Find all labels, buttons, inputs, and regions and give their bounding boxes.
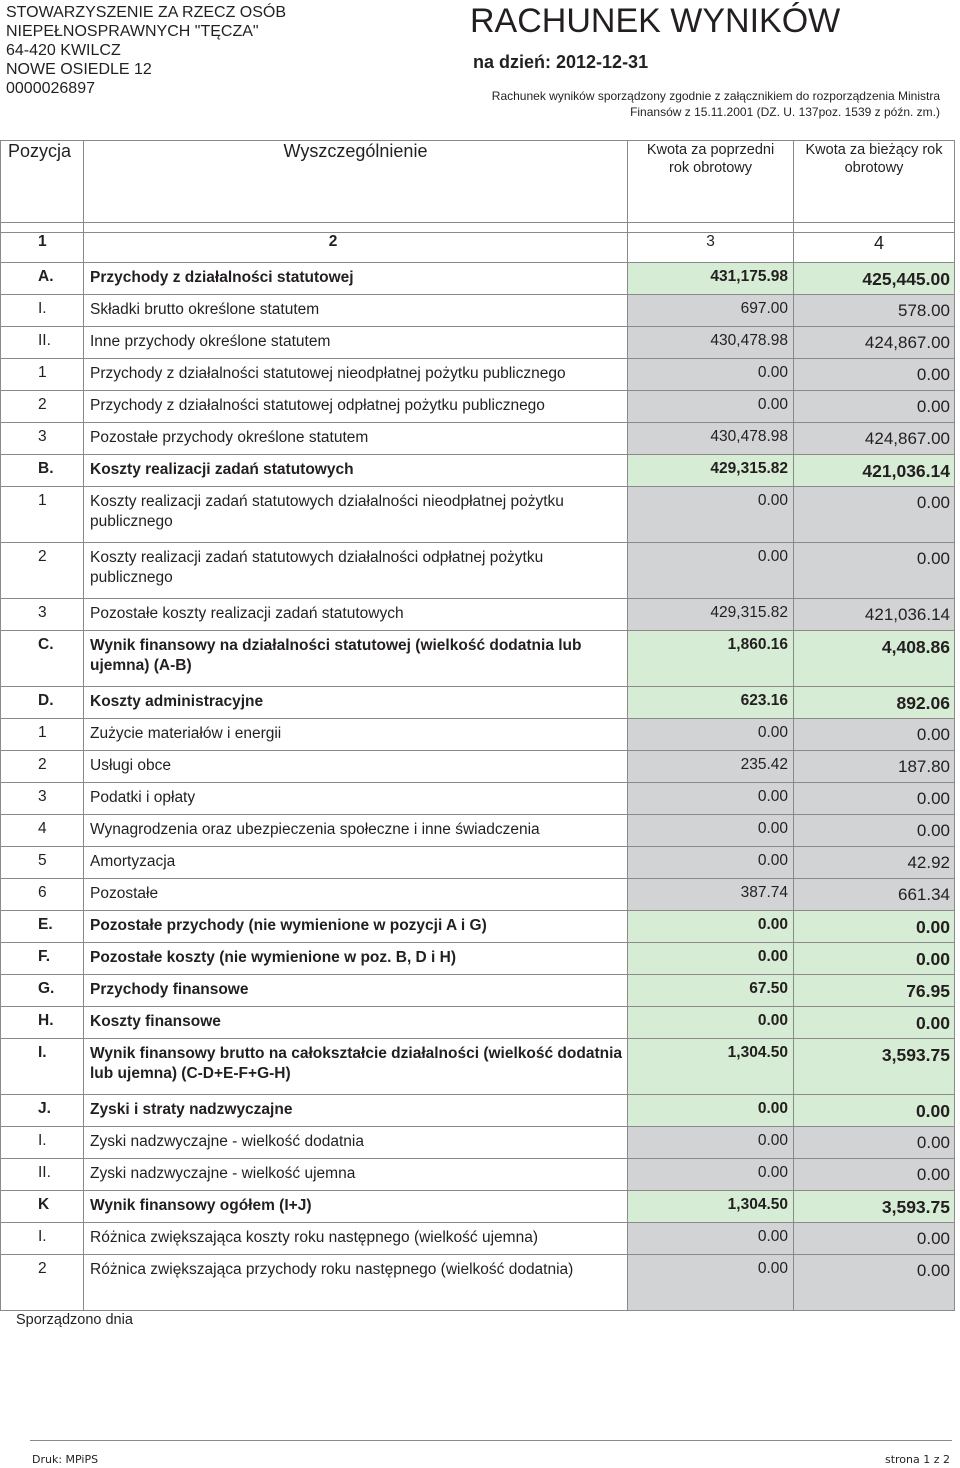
row-previous-amount: 0.00 [628, 391, 794, 423]
row-description: Inne przychody określone statutem [84, 327, 628, 359]
row-previous-amount: 0.00 [628, 815, 794, 847]
row-current-amount: 76.95 [794, 975, 955, 1007]
header-description: Wyszczególnienie [84, 141, 628, 223]
header-previous-line-2: rok obrotowy [668, 160, 752, 176]
row-current-amount: 421,036.14 [794, 455, 955, 487]
row-position: I. [1, 1039, 84, 1095]
table-row [1, 815, 955, 847]
header-current-year [794, 141, 955, 223]
row-previous-amount: 430,478.98 [628, 327, 794, 359]
row-position: 2 [1, 1255, 84, 1311]
row-previous-amount: 0.00 [628, 543, 794, 599]
row-description: Koszty realizacji zadań statutowych działalności odpłatnej pożytku publicznego [84, 543, 628, 599]
row-current-amount: 0.00 [794, 1007, 955, 1039]
table-row [1, 1007, 955, 1039]
row-previous-amount: 0.00 [628, 943, 794, 975]
row-previous-amount: 0.00 [628, 1007, 794, 1039]
row-position: 1 [1, 719, 84, 751]
row-description: Zyski nadzwyczajne - wielkość ujemna [84, 1159, 628, 1191]
header-previous-year [628, 141, 794, 223]
table-row [1, 455, 955, 487]
row-description: Pozostałe przychody (nie wymienione w pozycji A i G) [84, 911, 628, 943]
row-current-amount: 0.00 [794, 911, 955, 943]
org-postal-city: 64-420 KWILCZ [6, 42, 121, 59]
header-previous-line-1: Kwota za poprzedni [646, 142, 775, 158]
row-current-amount: 0.00 [794, 359, 955, 391]
column-number-2: 2 [84, 233, 628, 263]
row-previous-amount: 623.16 [628, 687, 794, 719]
table-row [1, 847, 955, 879]
row-description: Różnica zwiększająca przychody roku następnego (wielkość dodatnia) [84, 1255, 628, 1311]
row-description: Zyski i straty nadzwyczajne [84, 1095, 628, 1127]
row-description: Przychody z działalności statutowej odpłatnej pożytku publicznego [84, 391, 628, 423]
table-row [1, 391, 955, 423]
table-row [1, 1255, 955, 1311]
row-current-amount: 0.00 [794, 487, 955, 543]
column-number-1: 1 [1, 233, 84, 263]
row-position: 3 [1, 783, 84, 815]
row-description: Zyski nadzwyczajne - wielkość dodatnia [84, 1127, 628, 1159]
org-name-line-1: STOWARZYSZENIE ZA RZECZ OSÓB [6, 4, 287, 21]
row-previous-amount: 235.42 [628, 751, 794, 783]
row-description: Koszty realizacji zadań statutowych działalności nieodpłatnej pożytku publicznego [84, 487, 628, 543]
row-position: 1 [1, 359, 84, 391]
footer-divider [30, 1440, 952, 1441]
row-current-amount: 3,593.75 [794, 1039, 955, 1095]
table-row [1, 751, 955, 783]
row-previous-amount: 0.00 [628, 783, 794, 815]
header-spacer [1, 223, 955, 233]
row-previous-amount: 431,175.98 [628, 263, 794, 295]
row-previous-amount: 1,304.50 [628, 1191, 794, 1223]
row-description: Przychody z działalności statutowej nieodpłatnej pożytku publicznego [84, 359, 628, 391]
column-number-row [1, 233, 955, 263]
header-position: Pozycja [1, 141, 84, 223]
table-row [1, 1095, 955, 1127]
row-previous-amount: 429,315.82 [628, 599, 794, 631]
header-current-line-1: Kwota za bieżący rok [805, 142, 943, 158]
row-description: Pozostałe przychody określone statutem [84, 423, 628, 455]
row-current-amount: 0.00 [794, 1127, 955, 1159]
row-position: 5 [1, 847, 84, 879]
table-row [1, 911, 955, 943]
row-previous-amount: 0.00 [628, 1223, 794, 1255]
row-position: I. [1, 295, 84, 327]
row-previous-amount: 0.00 [628, 847, 794, 879]
table-row [1, 879, 955, 911]
document-title: RACHUNEK WYNIKÓW [470, 2, 841, 40]
row-position: A. [1, 263, 84, 295]
table-row [1, 599, 955, 631]
row-previous-amount: 1,860.16 [628, 631, 794, 687]
table-row [1, 631, 955, 687]
row-current-amount: 187.80 [794, 751, 955, 783]
row-previous-amount: 697.00 [628, 295, 794, 327]
row-description: Przychody finansowe [84, 975, 628, 1007]
row-current-amount: 425,445.00 [794, 263, 955, 295]
row-description: Przychody z działalności statutowej [84, 263, 628, 295]
row-current-amount: 421,036.14 [794, 599, 955, 631]
row-description: Koszty realizacji zadań statutowych [84, 455, 628, 487]
row-position: K [1, 1191, 84, 1223]
printed-by: Druk: MPiPS [32, 1453, 99, 1466]
row-description: Wynagrodzenia oraz ubezpieczenia społeczne i inne świadczenia [84, 815, 628, 847]
row-position: I. [1, 1223, 84, 1255]
table-row [1, 1191, 955, 1223]
row-position: J. [1, 1095, 84, 1127]
row-previous-amount: 430,478.98 [628, 423, 794, 455]
row-description: Składki brutto określone statutem [84, 295, 628, 327]
row-current-amount: 0.00 [794, 783, 955, 815]
row-description: Koszty administracyjne [84, 687, 628, 719]
report-date: na dzień: 2012-12-31 [473, 52, 649, 72]
table-header-row [1, 141, 955, 223]
table-row [1, 1159, 955, 1191]
row-description: Różnica zwiększająca koszty roku następnego (wielkość ujemna) [84, 1223, 628, 1255]
table-row [1, 719, 955, 751]
row-position: 3 [1, 599, 84, 631]
org-street: NOWE OSIEDLE 12 [6, 61, 152, 78]
column-number-3: 3 [628, 233, 794, 263]
table-row [1, 975, 955, 1007]
prepared-on-label: Sporządzono dnia [16, 1312, 133, 1328]
row-previous-amount: 67.50 [628, 975, 794, 1007]
table-row [1, 1223, 955, 1255]
row-current-amount: 0.00 [794, 1095, 955, 1127]
row-position: G. [1, 975, 84, 1007]
row-position: 1 [1, 487, 84, 543]
row-position: 2 [1, 751, 84, 783]
table-row [1, 1127, 955, 1159]
row-position: 3 [1, 423, 84, 455]
column-number-4: 4 [794, 233, 955, 263]
row-position: I. [1, 1127, 84, 1159]
org-name-line-2: NIEPEŁNOSPRAWNYCH "TĘCZA" [6, 23, 259, 40]
row-current-amount: 0.00 [794, 1159, 955, 1191]
row-description: Wynik finansowy brutto na całokształcie działalności (wielkość dodatnia lub ujemna) (C-D+E-F+G-H) [84, 1039, 628, 1095]
row-position: 2 [1, 391, 84, 423]
row-current-amount: 424,867.00 [794, 423, 955, 455]
row-description: Usługi obce [84, 751, 628, 783]
row-description: Pozostałe koszty realizacji zadań statutowych [84, 599, 628, 631]
row-previous-amount: 387.74 [628, 879, 794, 911]
row-description: Wynik finansowy na działalności statutowej (wielkość dodatnia lub ujemna) (A-B) [84, 631, 628, 687]
row-current-amount: 661.34 [794, 879, 955, 911]
row-position: C. [1, 631, 84, 687]
row-current-amount: 578.00 [794, 295, 955, 327]
row-position: B. [1, 455, 84, 487]
table-row [1, 783, 955, 815]
row-previous-amount: 0.00 [628, 719, 794, 751]
legal-note [360, 88, 940, 120]
row-description: Koszty finansowe [84, 1007, 628, 1039]
table-row [1, 543, 955, 599]
row-position: 6 [1, 879, 84, 911]
row-position: D. [1, 687, 84, 719]
header-current-line-2: obrotowy [844, 160, 904, 176]
table-row [1, 263, 955, 295]
row-previous-amount: 0.00 [628, 1095, 794, 1127]
row-description: Zużycie materiałów i energii [84, 719, 628, 751]
row-current-amount: 0.00 [794, 815, 955, 847]
table-row [1, 327, 955, 359]
table-row [1, 423, 955, 455]
page-number: strona 1 z 2 [884, 1453, 950, 1466]
row-description: Wynik finansowy ogółem (I+J) [84, 1191, 628, 1223]
row-description: Amortyzacja [84, 847, 628, 879]
row-description: Pozostałe [84, 879, 628, 911]
row-current-amount: 424,867.00 [794, 327, 955, 359]
row-previous-amount: 0.00 [628, 1159, 794, 1191]
row-previous-amount: 0.00 [628, 1127, 794, 1159]
row-previous-amount: 429,315.82 [628, 455, 794, 487]
table-row [1, 487, 955, 543]
table-row [1, 943, 955, 975]
row-description: Pozostałe koszty (nie wymienione w poz. B, D i H) [84, 943, 628, 975]
row-previous-amount: 1,304.50 [628, 1039, 794, 1095]
row-previous-amount: 0.00 [628, 911, 794, 943]
row-current-amount: 3,593.75 [794, 1191, 955, 1223]
legal-note-line-1: Rachunek wyników sporządzony zgodnie z załącznikiem do rozporządzenia Ministra [491, 89, 940, 103]
row-previous-amount: 0.00 [628, 1255, 794, 1311]
row-current-amount: 0.00 [794, 1255, 955, 1311]
row-current-amount: 0.00 [794, 943, 955, 975]
organization-block [6, 3, 286, 98]
table-row [1, 1039, 955, 1095]
table-row [1, 687, 955, 719]
row-position: 2 [1, 543, 84, 599]
row-description: Podatki i opłaty [84, 783, 628, 815]
row-previous-amount: 0.00 [628, 359, 794, 391]
row-position: II. [1, 327, 84, 359]
row-current-amount: 4,408.86 [794, 631, 955, 687]
row-position: E. [1, 911, 84, 943]
legal-note-line-2: Finansów z 15.11.2001 (DZ. U. 137poz. 1539 z późn. zm.) [630, 105, 940, 119]
row-current-amount: 0.00 [794, 391, 955, 423]
row-current-amount: 0.00 [794, 543, 955, 599]
row-current-amount: 42.92 [794, 847, 955, 879]
table-row [1, 295, 955, 327]
row-previous-amount: 0.00 [628, 487, 794, 543]
table-row [1, 359, 955, 391]
org-krs-number: 0000026897 [6, 80, 95, 97]
row-current-amount: 0.00 [794, 719, 955, 751]
row-position: 4 [1, 815, 84, 847]
row-position: H. [1, 1007, 84, 1039]
income-statement-table [0, 140, 955, 1311]
row-current-amount: 0.00 [794, 1223, 955, 1255]
row-current-amount: 892.06 [794, 687, 955, 719]
row-position: F. [1, 943, 84, 975]
row-position: II. [1, 1159, 84, 1191]
